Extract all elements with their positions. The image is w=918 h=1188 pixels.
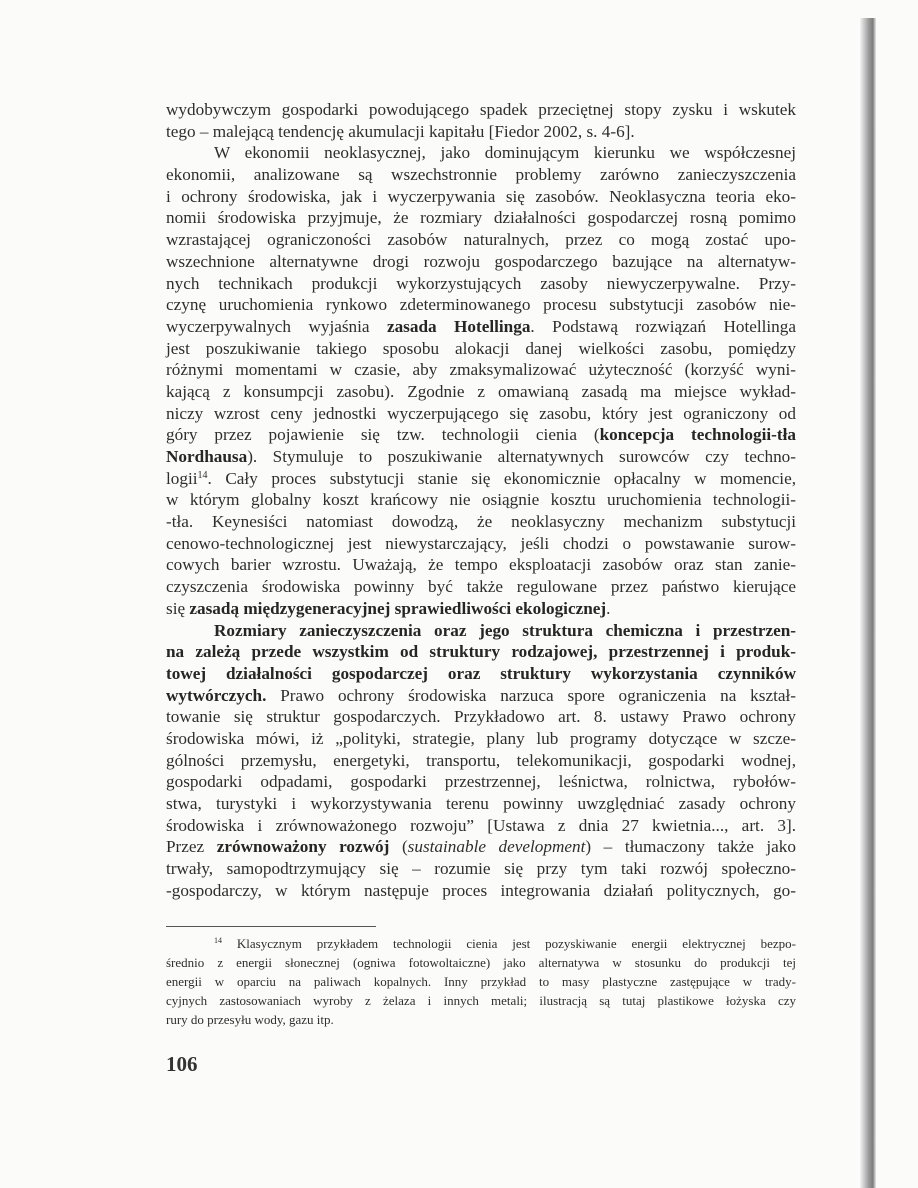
text-line [166,836,796,858]
bold-term: koncepcja technologii-tła [599,425,796,445]
text-line [166,554,796,576]
text-line [166,991,796,1010]
text-line [166,207,796,229]
text-run: tego – malejącą tendencję akumulacji kapitału [Fiedor 2002, s. 4-6]. [166,121,635,141]
text-run: środowiska i zrównoważonego rozwoju” [Ustawa z dnia 27 kwietnia..., art. 3]. [166,815,796,835]
text-line [166,771,796,793]
text-line [166,880,796,902]
footnote-ref: 14 [197,469,208,481]
text-line [166,121,796,143]
footnote-14 [166,934,796,1029]
text-run: rury do przesyłu wody, gazu itp. [166,1012,334,1027]
text-run: jest poszukiwanie takiego sposobu alokacji danej wielkości zasobu, pomiędzy [166,338,796,358]
text-line [166,489,796,511]
text-line [166,576,796,598]
text-line [166,934,796,953]
footnote-ref: 14 [214,936,222,945]
text-line [166,750,796,772]
text-run: w którym globalny koszt krańcowy nie osiągnie kosztu uruchomienia technologii- [166,490,796,510]
main-text [166,99,796,901]
text-run: wyczerpywalnych wyjaśnia [166,316,387,336]
text-run: cyjnych zastosowaniach wyroby z żelaza i innych metali; ilustracją są tutaj plastikowe łożyska czy [166,993,796,1008]
text-line [166,620,796,642]
text-line [166,164,796,186]
text-run: i ochrony środowiska, jak i wyczerpywania się zasobów. Neoklasyczna teoria eko- [166,186,796,206]
scan-page-edge-shadow [860,18,876,1188]
text-run: Prawo ochrony środowiska narzuca spore ograniczenia na kształ- [266,685,796,705]
text-line [166,338,796,360]
text-run: czynę uruchomienia rynkowo zdeterminowanego procesu substytucji zasobów nie- [166,295,796,315]
text-run: cowych barier wzrostu. Uważają, że tempo eksploatacji zasobów oraz stan zanie- [166,555,796,575]
footnote-divider [166,926,376,927]
text-run: czyszczenia środowiska powinny być także regulowane przez państwo kierujące [166,577,796,597]
bold-term: Rozmiary zanieczyszczenia oraz jego struktura chemiczna i przestrzen- [214,620,796,640]
italic-term: sustainable development [407,837,586,857]
text-line [166,273,796,295]
text-run: W ekonomii neoklasycznej, jako dominującym kierunku we współczesnej [214,143,796,163]
bold-term: wytwórczych. [166,685,267,705]
text-run: nych technikach produkcji wykorzystujących zasoby niewyczerpywalne. Przy- [166,273,796,293]
text-line [166,316,796,338]
text-run: nomii środowiska przyjmuje, że rozmiary działalności gospodarczej rosną pomimo [166,208,796,228]
text-run: niczy wzrost ceny jednostki wyczerpującego się zasobu, który jest ograniczony od [166,403,796,423]
text-line [166,663,796,685]
text-run: wydobywczym gospodarki powodującego spadek przeciętnej stopy zysku i wskutek [166,100,796,119]
text-run: ). Stymuluje to poszukiwanie alternatywnych surowców czy techno- [247,447,796,466]
text-run: cenowo-technologicznej jest niewystarczający, jeśli chodzi o powstawanie surow- [166,533,796,553]
text-run: średnio z energii słonecznej (ogniwa fotowoltaiczne) jako alternatywa w stosunku do produkcji tej [166,955,796,970]
text-run: kającą z konsumpcji zasobu). Zgodnie z omawianą zasadą ma miejsce wykład- [166,381,796,401]
text-run: góry przez pojawienie się tzw. technologii cienia ( [166,425,600,445]
text-line [166,533,796,555]
text-run: Przez [166,837,217,857]
text-line [166,99,796,121]
bold-term: zasadą międzygeneracyjnej sprawiedliwości ekologicznej [189,598,607,618]
text-line [166,511,796,533]
text-line [166,598,796,620]
text-line [166,359,796,381]
text-line [166,953,796,972]
text-line [166,251,796,273]
text-run: wszechnione alternatywne drogi rozwoju gospodarczego bazujące na alternatyw- [166,251,796,271]
text-line [166,381,796,403]
text-run: . [606,598,611,618]
text-line [166,706,796,728]
text-line [166,641,796,663]
text-run: gólności przemysłu, energetyki, transportu, telekomunikacji, gospodarki wodnej, [166,750,796,770]
bold-term: zrównoważony rozwój [216,837,390,857]
text-line [166,403,796,425]
text-run: logii [166,468,198,488]
text-run: ) – tłumaczony także jako [585,837,796,857]
bold-term: towej działalności gospodarczej oraz struktury wykorzystania czynników [166,663,796,683]
text-run: stwa, turystyki i wykorzystywania terenu powinny uwzględniać zasady ochrony [166,794,796,813]
text-run: trwały, samopodtrzymujący się – rozumie się przy tym taki rozwój społeczno- [166,859,796,879]
bold-term: zasada Hotellinga [386,316,531,336]
text-line [166,424,796,446]
text-run: wzrastającej ograniczoności zasobów naturalnych, przez co mogą zostać upo- [166,230,796,250]
text-line [166,446,796,468]
text-run: towanie się struktur gospodarczych. Przykładowo art. 8. ustawy Prawo ochrony [166,707,796,727]
text-run: . Podstawą rozwiązań Hotellinga [530,316,796,336]
text-line [166,972,796,991]
text-run: środowiska mówi, iż „polityki, strategie, plany lub programy dotyczące w szcze- [166,728,796,748]
text-run: Klasycznym przykładem technologii cienia jest pozyskiwanie energii elektrycznej bezpo- [222,936,796,951]
bold-term: na zależą przede wszystkim od struktury rodzajowej, przestrzennej i produk- [166,642,796,662]
text-run: . Cały proces substytucji stanie się ekonomicznie opłacalny w momencie, [207,468,796,488]
page-number: 106 [166,1052,198,1076]
text-line [166,793,796,815]
text-line [166,1010,796,1029]
text-line [166,685,796,707]
text-line [166,186,796,208]
text-run: gospodarki odpadami, gospodarki przestrzennej, leśnictwa, rolnictwa, rybołów- [166,772,796,792]
text-line [166,142,796,164]
text-run: ekonomii, analizowane są wszechstronnie problemy zarówno zanieczyszczenia [166,165,796,185]
text-line [166,728,796,750]
text-run: -tła. Keynesiści natomiast dowodzą, że neoklasyczny mechanizm substytucji [166,512,796,532]
text-line [166,468,796,490]
bold-term: Nordhausa [166,447,248,466]
text-run: różnymi momentami w czasie, aby zmaksymalizować użyteczność (korzyść wyni- [166,360,796,380]
text-run: -gospodarczy, w którym następuje proces integrowania działań politycznych, go- [166,880,796,900]
text-line [166,815,796,837]
text-line [166,858,796,880]
text-line [166,229,796,251]
text-run: się [166,598,190,618]
text-line [166,294,796,316]
text-run: energii w oparciu na paliwach kopalnych. Inny przykład to masy plastyczne zastępujące w trady- [166,974,796,989]
text-run: ( [389,837,408,857]
